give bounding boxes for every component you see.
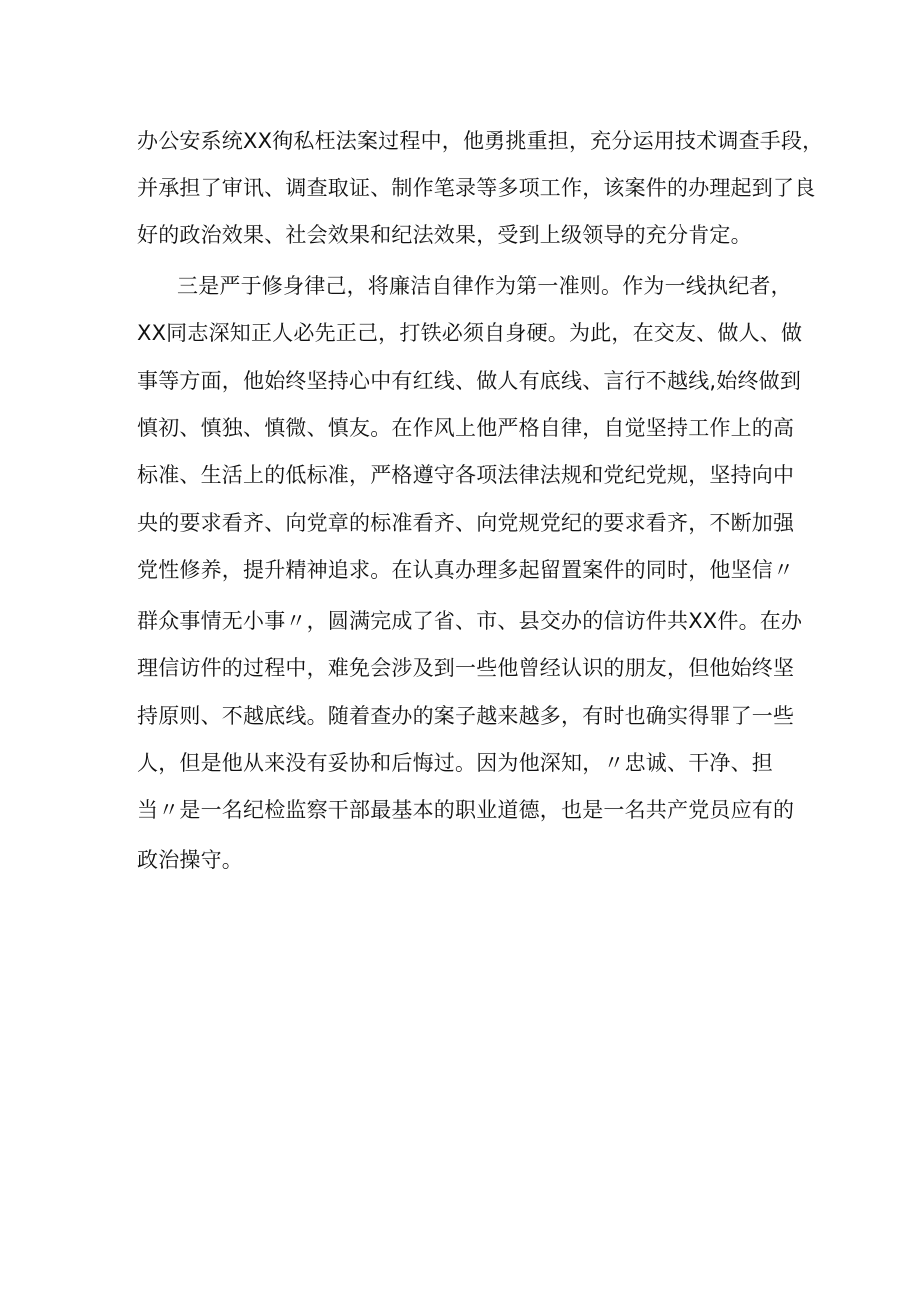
text-line-15: 当〃是一名纪检监察干部最基本的职业道德，也是一名共产党员应有的	[137, 798, 795, 822]
text-line-12: 理信访件的过程中，难免会涉及到一些他曾经认识的朋友，但他始终坚	[137, 656, 795, 680]
text-line-11: 群众事情无小事〃，圆满完成了省、市、县交办的信访件共XX件。在办	[137, 609, 803, 633]
text-line-13: 持原则、不越底线。随着查办的案子越来越多，有时也确实得罪了一些	[137, 704, 795, 728]
text-line-10: 党性修养，提升精神追求。在认真办理多起留置案件的同时，他坚信〃	[137, 558, 795, 582]
text-line-16: 政治操守。	[137, 848, 243, 872]
text-line-5: XX同志深知正人必先正己，打铁必须自身硬。为此，在交友、做人、做	[137, 321, 803, 345]
text-line-3: 好的政治效果、社会效果和纪法效果，受到上级领导的充分肯定。	[137, 223, 752, 247]
text-line-14: 人，但是他从来没有妥协和后悔过。因为他深知，〃忠诚、干净、担	[137, 751, 773, 775]
text-line-1: 办公安系统XX徇私枉法案过程中，他勇挑重担，充分运用技术调查手段，	[137, 129, 824, 153]
text-line-7: 慎初、慎独、慎微、慎友。在作风上他严格自律，自觉坚持工作上的高	[137, 416, 795, 440]
text-line-9: 央的要求看齐、向党章的标准看齐、向党规党纪的要求看齐，不断加强	[137, 511, 795, 535]
text-line-6: 事等方面，他始终坚持心中有红线、做人有底线、言行不越线,始终做到	[137, 369, 802, 393]
text-line-4: 三是严于修身律己，将廉洁自律作为第一准则。作为一线执纪者，	[177, 274, 792, 298]
text-line-8: 标准、生活上的低标准，严格遵守各项法律法规和党纪党规，坚持向中	[137, 463, 795, 487]
text-line-2: 并承担了审讯、调查取证、制作笔录等多项工作，该案件的办理起到了良	[137, 176, 816, 200]
